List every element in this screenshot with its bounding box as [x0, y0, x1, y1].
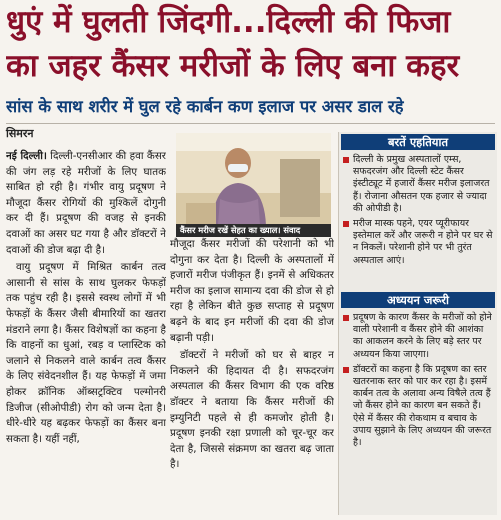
precautions-list	[343, 154, 494, 270]
square-bullet-icon	[343, 221, 349, 227]
divider	[6, 123, 495, 124]
square-bullet-icon	[343, 157, 349, 163]
dateline: नई दिल्ली।	[6, 150, 47, 162]
square-bullet-icon	[343, 367, 349, 373]
photo-caption: कैंसर मरीज रखें सेहत का ख्याल। संवाद	[176, 224, 331, 237]
list-item: डॉक्टरों का कहना है कि प्रदूषण का स्तर खतरनाक स्तर को पार कर रहा है। इसमें कार्बन तत्व के अलावा अन्य विषैले तत्व हैं जो कैंसर होने का कारण बन सकते हैं। ऐसे में कैंसर की रोकथाम व बचाव के उपाय सुझाने के लिए अध्ययन की जरूरत है।	[343, 364, 494, 449]
article-column-1	[6, 149, 166, 515]
news-photo	[176, 133, 331, 237]
article-paragraph: वायु प्रदूषण में मिश्रित कार्बन तत्व आसानी से सांस के साथ घुलकर फेफड़ों तक पहुंच रही है। इससे स्वस्थ लोगों में भी फेफड़ों के कैंसर जैसी बीमारियों का खतरा मंडराने लगा है। कैंसर विशेषज्ञों का कहना है कि वाहनों का धुआं, रबड़ व प्लास्टिक को जलाने से निकलने वाले कार्बन तत्व कैंसर के लिए संवेदनशील हैं। यह फेफड़ों में जमा होकर क्रॉनिक ऑब्सट्रक्टिव पल्मोनरी डिजीज (सीओपीडी) रोग को जन्म देता है। धीरे-धीरे यह बढ़कर फेफड़ों का कैंसर बना सकता है। यहीं नहीं,	[6, 261, 166, 445]
article-paragraph: मौजूदा कैंसर मरीजों की परेशानी को भी दोगुना कर देता है। दिल्ली के अस्पतालों में हजारों मरीज पंजीकृत हैं। इनमें से अधिकतर मरीज का इलाज सामान्य दवा की डोज से हो रहा है लेकिन बीते कुछ सप्ताह से प्रदूषण बढ़ने के बाद इन मरीजों की दवा की डोज बढ़ानी पड़ी।	[170, 238, 334, 344]
subheadline: सांस के साथ शरीर में घुल रहे कार्बन कण इलाज पर असर डाल रहे	[6, 97, 404, 116]
article-paragraph: डॉक्टरों ने मरीजों को घर से बाहर न निकलने की हिदायत दी है। सफदरजंग अस्पताल की कैंसर विभाग की एक वरिष्ठ डॉक्टर ने बताया कि कैंसर मरीजों की इम्युनिटी पहले से ही कमजोर होती है। प्रदूषण इनकी रक्षा प्रणाली को चूर-चूर कर देता है, जिससे संक्रमण का खतरा बढ़ जाता है।	[170, 349, 334, 471]
sidebar-box	[338, 132, 497, 515]
sidebar-heading-study: अध्ययन जरूरी	[341, 292, 495, 308]
headline-line-1: धुएं में घुलती जिंदगी...दिल्ली की फिजा	[6, 4, 451, 40]
sidebar-heading-precautions: बरतें एहतियात	[341, 134, 495, 150]
headline-line-2: का जहर कैंसर मरीजों के लिए बना कहर	[6, 48, 460, 84]
square-bullet-icon	[343, 315, 349, 321]
article-column-2	[170, 237, 334, 515]
article-paragraph: नई दिल्ली। दिल्ली-एनसीआर की हवा कैंसर की जंग लड़ रहे मरीजों के लिए घातक साबित हो रही है। गंभीर वायु प्रदूषण ने मौजूदा कैंसर रोगियों की मुश्किलें दोगुनी कर दी हैं। प्रदूषण की वजह से इनकी दवाओं का असर घट गया है और डॉक्टरों ने दवाओं की डोज बढ़ा दी है।	[6, 150, 166, 256]
study-list	[343, 312, 494, 452]
byline: सिमरन	[6, 127, 34, 140]
list-item: दिल्ली के प्रमुख अस्पतालों एम्स, सफदरजंग और दिल्ली स्टेट कैंसर इंस्टीट्यूट में हजारों कैंसर मरीज इलाजरत हैं। रोजाना औसतन एक हजार से ज्यादा की ओपीडी है।	[343, 154, 494, 215]
patient-photo-illustration	[176, 133, 331, 237]
list-item: प्रदूषण के कारण कैंसर के मरीजों को होने वाली परेशानी व कैंसर होने की आशंका का आकलन करने के लिए बड़े स्तर पर अध्ययन किया जाएगा।	[343, 312, 494, 361]
list-item: मरीज मास्क पहने, एयर प्यूरीफायर इस्तेमाल करें और जरूरी न होने पर घर से न निकलें। परेशानी होने पर भी तुरंत अस्पताल आएं।	[343, 218, 494, 267]
